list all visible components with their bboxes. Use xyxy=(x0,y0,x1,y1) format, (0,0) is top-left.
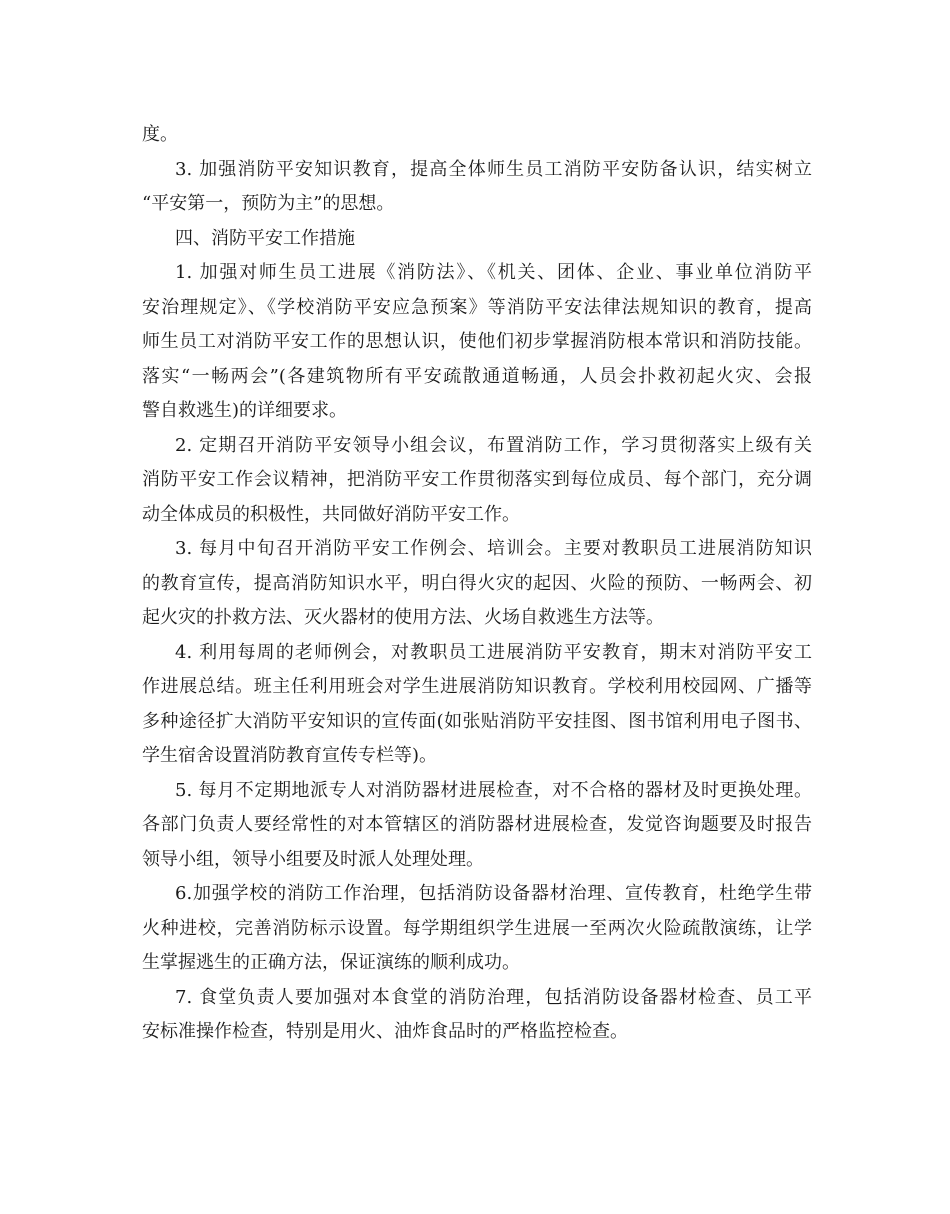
text-line: 学生宿舍设置消防教育宣传专栏等)。 xyxy=(142,745,438,766)
text-line: 7. 食堂负责人要加强对本食堂的消防治理，包括消防设备器材检查、员工平 xyxy=(175,986,812,1008)
text-line: 6.加强学校的消防工作治理，包括消防设备器材治理、宣传教育，杜绝学生带 xyxy=(175,883,812,904)
text-line: 四、消防平安工作措施 xyxy=(175,227,355,249)
text-line: 动全体成员的积极性，共同做好消防平安工作。 xyxy=(142,503,520,525)
text-line: 3. 加强消防平安知识教育，提高全体师生员工消防平安防备认识，结实树立 xyxy=(175,158,812,180)
text-line: 多种途径扩大消防平安知识的宣传面(如张贴消防平安挂图、图书馆利用电子图书、 xyxy=(142,710,812,732)
text-line: 5. 每月不定期地派专人对消防器材进展检查，对不合格的器材及时更换处理。 xyxy=(175,779,812,801)
text-line: 度。 xyxy=(142,124,178,145)
text-line: 1. 加强对师生员工进展《消防法》、《机关、团体、企业、事业单位消防平 xyxy=(175,262,812,283)
document-body xyxy=(142,118,812,1050)
text-line: 作进展总结。班主任利用班会对学生进展消防知识教育。学校利用校园网、广播等 xyxy=(142,676,812,697)
text-line: 领导小组，领导小组要及时派人处理处理。 xyxy=(142,848,484,870)
text-line: 2. 定期召开消防平安领导小组会议，布置消防工作，学习贯彻落实上级有关 xyxy=(175,434,812,456)
text-line: “平安第一，预防为主”的思想。 xyxy=(142,193,395,214)
text-line: 落实“一畅两会”(各建筑物所有平安疏散通道畅通，人员会扑救初起火灾、会报 xyxy=(142,365,812,387)
text-line: 安标准操作检查，特别是用火、油炸食品时的严格监控检查。 xyxy=(142,1021,628,1042)
text-line: 各部门负责人要经常性的对本管辖区的消防器材进展检查，发觉咨询题要及时报告 xyxy=(142,814,812,835)
text-line: 消防平安工作会议精神，把消防平安工作贯彻落实到每位成员、每个部门，充分调 xyxy=(142,469,812,490)
text-line: 师生员工对消防平安工作的思想认识，使他们初步掌握消防根本常识和消防技能。 xyxy=(142,331,812,352)
text-line: 3. 每月中旬召开消防平安工作例会、培训会。主要对教职员工进展消防知识 xyxy=(175,538,812,559)
text-line: 火种进校，完善消防标示设置。每学期组织学生进展一至两次火险疏散演练，让学 xyxy=(142,917,812,939)
text-line: 安治理规定》、《学校消防平安应急预案》等消防平安法律法规知识的教育，提高 xyxy=(142,296,812,318)
text-line: 4. 利用每周的老师例会，对教职员工进展消防平安教育，期末对消防平安工 xyxy=(175,641,812,663)
text-line: 的教育宣传，提高消防知识水平，明白得火灾的起因、火险的预防、一畅两会、初 xyxy=(142,572,812,594)
text-line: 生掌握逃生的正确方法，保证演练的顺利成功。 xyxy=(142,952,520,973)
text-line: 警自救逃生)的详细要求。 xyxy=(142,400,348,421)
text-line: 起火灾的扑救方法、灭火器材的使用方法、火场自救逃生方法等。 xyxy=(142,607,664,628)
